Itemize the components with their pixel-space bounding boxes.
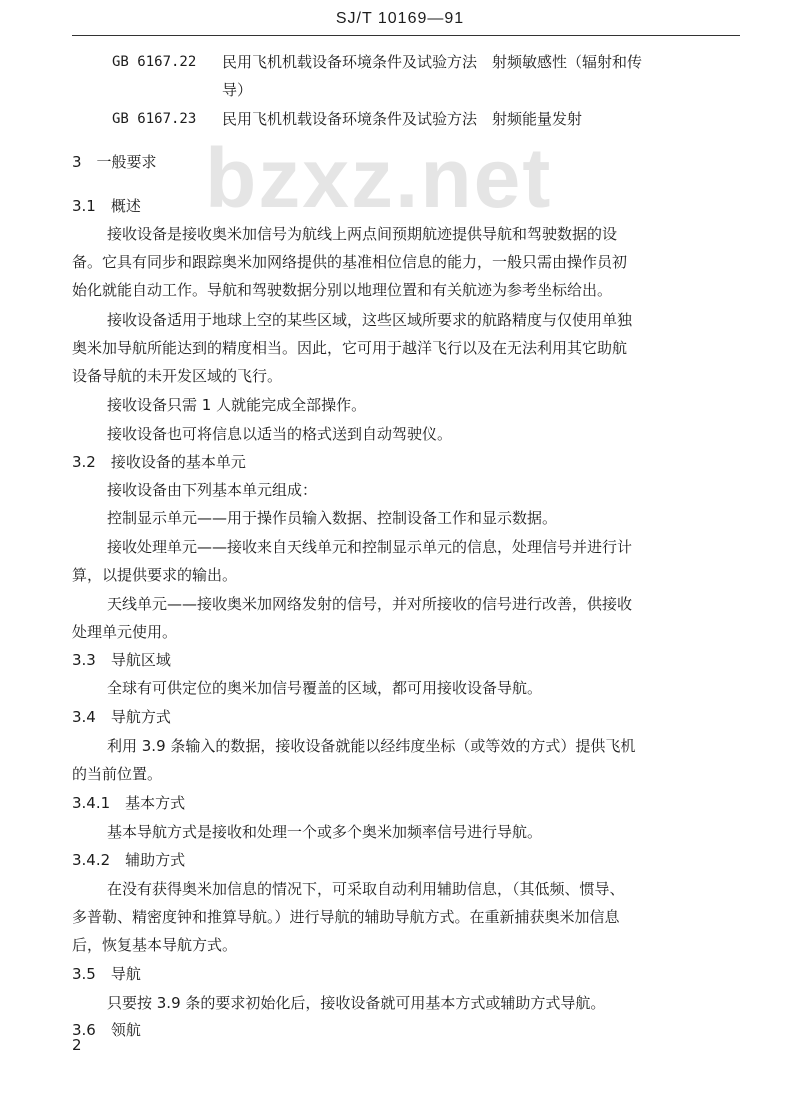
section-heading: 3.4.1 基本方式 (72, 794, 186, 812)
ref-title: 民用飞机机载设备环境条件及试验方法 射频能量发射 (222, 110, 583, 128)
paragraph-line: 接收设备是接收奥米加信号为航线上两点间预期航迹提供导航和驾驶数据的设 (107, 225, 618, 243)
section-heading: 3.3 导航区域 (72, 651, 171, 669)
paragraph-line: 设备导航的未开发区域的飞行。 (72, 367, 283, 385)
section-heading: 3.4.2 辅助方式 (72, 851, 186, 869)
paragraph-line: 始化就能自动工作。导航和驾驶数据分别以地理位置和有关航迹为参考坐标给出。 (72, 281, 613, 299)
paragraph-line: 接收设备适用于地球上空的某些区域，这些区域所要求的航路精度与仅使用单独 (107, 311, 633, 329)
paragraph-line: 接收设备也可将信息以适当的格式送到自动驾驶仪。 (107, 425, 453, 443)
section-heading: 3.6 领航 (72, 1021, 141, 1039)
site-watermark: bzxz.net (205, 131, 553, 225)
ref-code: GB 6167.22 (112, 54, 197, 70)
ref-title: 民用飞机机载设备环境条件及试验方法 射频敏感性（辐射和传 (222, 53, 643, 71)
paragraph-line: 全球有可供定位的奥米加信号覆盖的区域，都可用接收设备导航。 (107, 679, 543, 697)
section-heading: 3.4 导航方式 (72, 708, 171, 726)
paragraph-line: 控制显示单元——用于操作员输入数据、控制设备工作和显示数据。 (107, 509, 558, 527)
ref-title-cont: 导） (222, 81, 253, 99)
paragraph-line: 基本导航方式是接收和处理一个或多个奥米加频率信号进行导航。 (107, 823, 543, 841)
section-heading: 3 一般要求 (72, 153, 157, 171)
header-rule (72, 35, 740, 36)
ref-code: GB 6167.23 (112, 111, 197, 127)
paragraph-line: 多普勒、精密度钟和推算导航。）进行导航的辅助导航方式。在重新捕获奥米加信息 (72, 908, 620, 926)
paragraph-line: 奥米加导航所能达到的精度相当。因此，它可用于越洋飞行以及在无法利用其它助航 (72, 339, 628, 357)
paragraph-line: 只要按 3.9 条的要求初始化后，接收设备就可用基本方式或辅助方式导航。 (107, 994, 606, 1012)
page-number: 2 (72, 1036, 82, 1054)
paragraph-line: 的当前位置。 (72, 765, 163, 783)
paragraph-line: 利用 3.9 条输入的数据，接收设备就能以经纬度坐标（或等效的方式）提供飞机 (107, 737, 636, 755)
section-heading: 3.2 接收设备的基本单元 (72, 453, 246, 471)
paragraph-line: 处理单元使用。 (72, 623, 178, 641)
paragraph-line: 后，恢复基本导航方式。 (72, 936, 238, 954)
paragraph-line: 算，以提供要求的输出。 (72, 566, 238, 584)
section-heading: 3.1 概述 (72, 197, 141, 215)
paragraph-line: 接收处理单元——接收来自天线单元和控制显示单元的信息，处理信号并进行计 (107, 538, 633, 556)
paragraph-line: 接收设备只需 1 人就能完成全部操作。 (107, 396, 367, 414)
paragraph-line: 在没有获得奥米加信息的情况下，可采取自动利用辅助信息，（其低频、惯导、 (107, 880, 625, 898)
paragraph-line: 备。它具有同步和跟踪奥米加网络提供的基准相位信息的能力，一般只需由操作员初 (72, 253, 628, 271)
section-heading: 3.5 导航 (72, 965, 141, 983)
paragraph-line: 接收设备由下列基本单元组成： (107, 481, 318, 499)
standard-code-header: SJ/T 10169—91 (335, 10, 465, 27)
paragraph-line: 天线单元——接收奥米加网络发射的信号，并对所接收的信号进行改善，供接收 (107, 595, 633, 613)
